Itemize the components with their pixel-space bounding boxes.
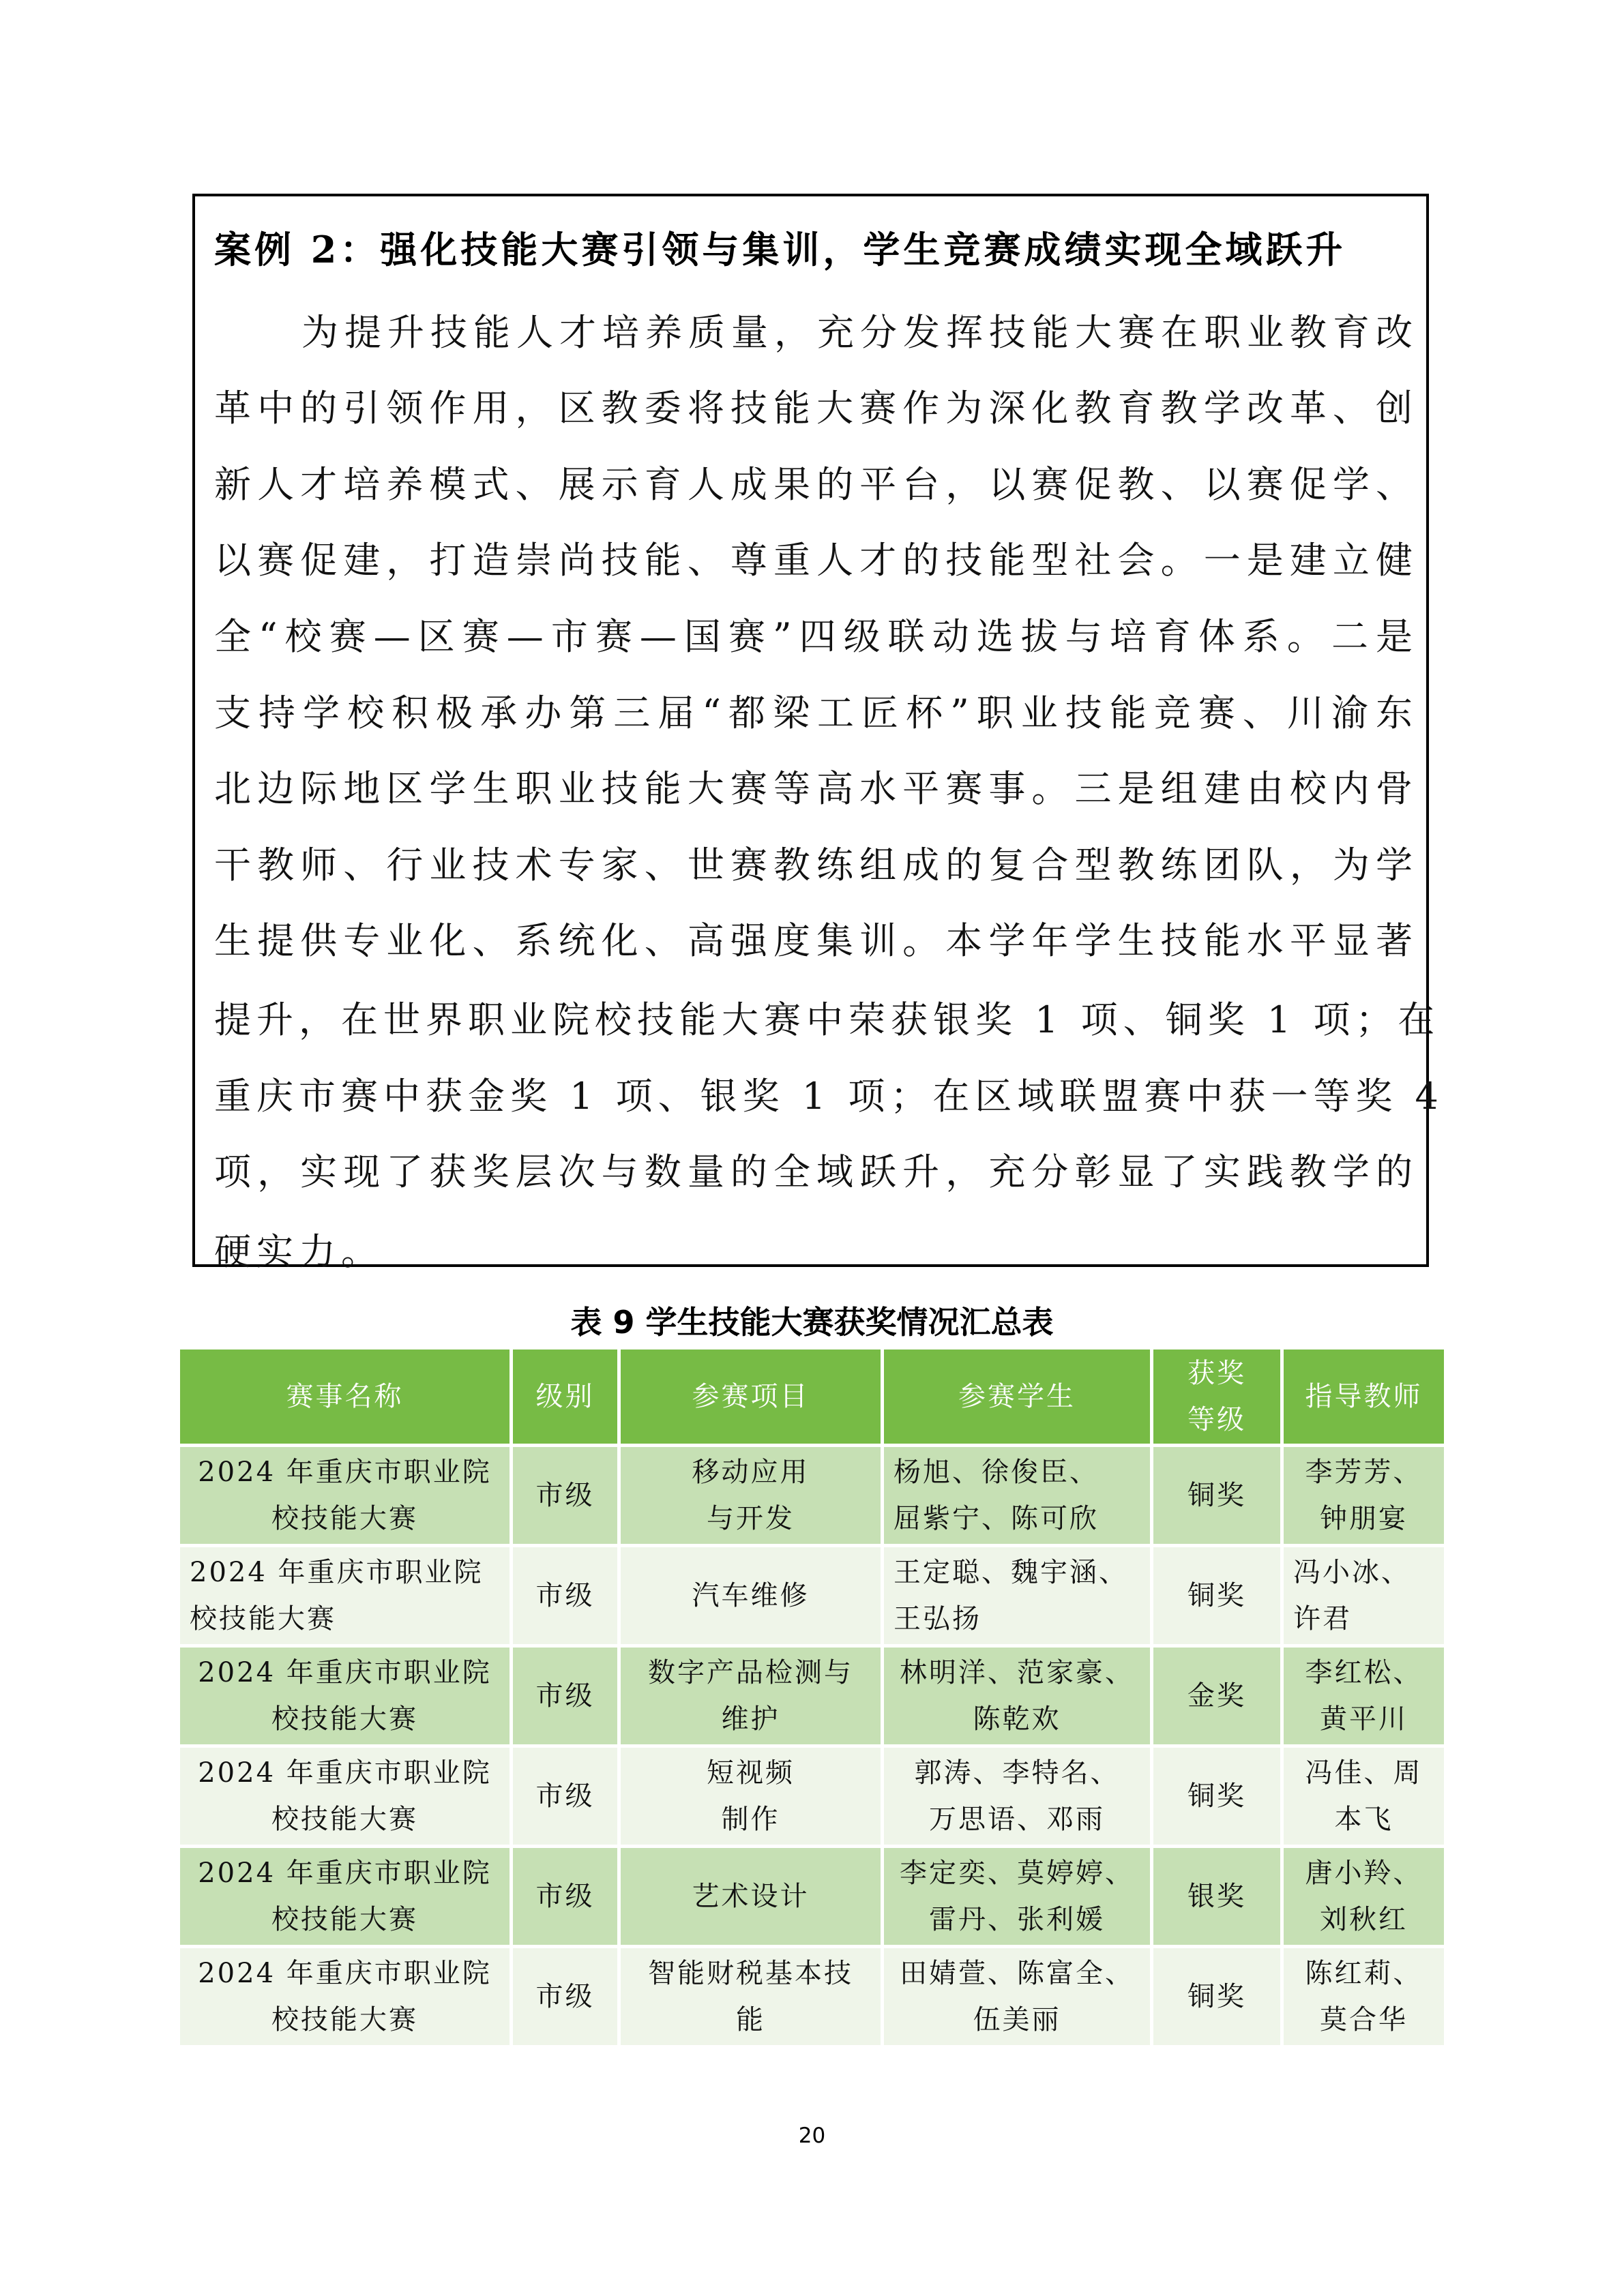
table-row [180, 1648, 1444, 1748]
cell-text: 艺术设计 [692, 1881, 810, 1912]
header-label: 等级 [1187, 1404, 1246, 1435]
cell-students [884, 1948, 1153, 2048]
table-caption: 表 9 学生技能大赛获奖情况汇总表 [570, 1304, 1054, 1341]
cell-teachers [1284, 1447, 1444, 1547]
header-level [513, 1350, 621, 1447]
header-event-name [180, 1350, 513, 1447]
cell-text: 万思语、邓雨 [929, 1804, 1105, 1835]
cell-text: 冯佳、周 [1305, 1757, 1423, 1789]
cell-text: 王定聪、魏宇涵、 [894, 1557, 1128, 1588]
cell-project [621, 1948, 884, 2048]
cell-text: 短视频 [707, 1757, 795, 1789]
cell-text: 市级 [535, 1580, 595, 1611]
cell-students [884, 1848, 1153, 1948]
cell-text: 屈紫宁、陈可欣 [894, 1503, 1099, 1534]
cell-text: 莫合华 [1320, 2004, 1408, 2036]
cell-text: 刘秋红 [1320, 1904, 1408, 1935]
cell-level [513, 1748, 621, 1848]
cell-students [884, 1748, 1153, 1848]
cell-text: 市级 [535, 1780, 595, 1812]
cell-text: 钟朋宴 [1320, 1503, 1408, 1534]
cell-level [513, 1848, 621, 1948]
cell-project [621, 1648, 884, 1748]
cell-text: 市级 [535, 1480, 595, 1511]
header-label: 参赛项目 [692, 1381, 810, 1412]
cell-text: 校技能大赛 [271, 2004, 418, 2036]
cell-event [180, 1648, 513, 1748]
cell-text: 本飞 [1334, 1804, 1393, 1835]
cell-text: 智能财税基本技 [648, 1958, 853, 1989]
cell-text: 铜奖 [1187, 1580, 1246, 1611]
cell-award [1153, 1547, 1284, 1648]
cell-text: 校技能大赛 [271, 1804, 418, 1835]
cell-teachers [1284, 1948, 1444, 2048]
cell-text: 校技能大赛 [271, 1904, 418, 1935]
header-teachers [1284, 1350, 1444, 1447]
cell-text: 林明洋、范家豪、 [900, 1657, 1134, 1688]
cell-text: 雷丹、张利媛 [929, 1904, 1105, 1935]
cell-text: 汽车维修 [692, 1580, 810, 1611]
header-label: 级别 [535, 1381, 595, 1412]
cell-text: 黄平川 [1320, 1703, 1408, 1735]
header-label: 获奖 [1187, 1358, 1246, 1389]
cell-text: 市级 [535, 1981, 595, 2012]
cell-text: 唐小羚、 [1305, 1858, 1423, 1889]
cell-text: 校技能大赛 [190, 1603, 336, 1635]
case-study-box [192, 194, 1444, 1273]
case-paragraph-line: 干教师、行业技术专家、世赛教练组成的复合型教练团队，为学 [214, 844, 1418, 886]
header-label: 参赛学生 [958, 1381, 1076, 1412]
cell-award [1153, 1748, 1284, 1848]
cell-text: 李芳芳、 [1305, 1457, 1423, 1488]
case-paragraph-line: 支持学校积极承办第三届“都梁工匠杯”职业技能竞赛、川渝东 [214, 691, 1418, 734]
table-row [180, 1948, 1444, 2048]
cell-teachers [1284, 1648, 1444, 1748]
cell-event [180, 1447, 513, 1547]
cell-text: 校技能大赛 [271, 1503, 418, 1534]
cell-text: 铜奖 [1187, 1480, 1246, 1511]
cell-text: 2024 年重庆市职业院 [198, 1457, 492, 1488]
cell-text: 李定奕、莫婷婷、 [900, 1858, 1134, 1889]
cell-text: 移动应用 [692, 1457, 810, 1488]
cell-event [180, 1848, 513, 1948]
case-paragraph-line: 提升，在世界职业院校技能大赛中荣获银奖 1 项、铜奖 1 项；在 [214, 998, 1441, 1041]
cell-students [884, 1648, 1153, 1748]
cell-award [1153, 1648, 1284, 1748]
table-row [180, 1748, 1444, 1848]
cell-text: 杨旭、徐俊臣、 [894, 1457, 1099, 1488]
header-project [621, 1350, 884, 1447]
case-paragraph-line: 新人才培养模式、展示育人成果的平台，以赛促教、以赛促学、 [214, 463, 1418, 506]
cell-award [1153, 1848, 1284, 1948]
cell-text: 李红松、 [1305, 1657, 1423, 1688]
cell-text: 校技能大赛 [271, 1703, 418, 1735]
table-row [180, 1547, 1444, 1648]
case-title: 案例 2：强化技能大赛引领与集训，学生竞赛成绩实现全域跃升 [214, 228, 1346, 271]
case-paragraph-line: 为提升技能人才培养质量，充分发挥技能大赛在职业教育改 [301, 311, 1418, 354]
case-paragraph-line: 以赛促建，打造崇尚技能、尊重人才的技能型社会。一是建立健 [214, 539, 1418, 582]
cell-text: 田婧萱、陈富全、 [900, 1958, 1134, 1989]
cell-text: 陈乾欢 [973, 1703, 1061, 1735]
cell-text: 2024 年重庆市职业院 [198, 1858, 492, 1889]
cell-event [180, 1547, 513, 1648]
cell-text: 王弘扬 [894, 1603, 981, 1635]
cell-text: 维护 [721, 1703, 780, 1735]
cell-award [1153, 1447, 1284, 1547]
cell-text: 2024 年重庆市职业院 [198, 1657, 492, 1688]
cell-text: 铜奖 [1187, 1780, 1246, 1812]
cell-teachers [1284, 1547, 1444, 1648]
cell-event [180, 1748, 513, 1848]
cell-text: 冯小冰、 [1293, 1557, 1411, 1588]
cell-text: 2024 年重庆市职业院 [190, 1557, 484, 1588]
cell-text: 制作 [721, 1804, 780, 1835]
cell-text: 与开发 [707, 1503, 795, 1534]
cell-text: 铜奖 [1187, 1981, 1246, 2012]
cell-text: 2024 年重庆市职业院 [198, 1757, 492, 1789]
cell-level [513, 1447, 621, 1547]
case-paragraph-line: 革中的引领作用，区教委将技能大赛作为深化教育教学改革、创 [214, 387, 1418, 430]
cell-project [621, 1848, 884, 1948]
header-label: 赛事名称 [286, 1381, 404, 1412]
cell-text: 伍美丽 [973, 2004, 1061, 2036]
cell-level [513, 1648, 621, 1748]
cell-teachers [1284, 1748, 1444, 1848]
cell-text: 市级 [535, 1680, 595, 1712]
cell-text: 能 [736, 2004, 765, 2036]
cell-teachers [1284, 1848, 1444, 1948]
case-paragraph-line: 全“校赛—区赛—市赛—国赛”四级联动选拔与培育体系。二是 [214, 615, 1418, 658]
case-paragraph-line: 北边际地区学生职业技能大赛等高水平赛事。三是组建由校内骨 [214, 767, 1418, 810]
case-paragraph-line: 重庆市赛中获金奖 1 项、银奖 1 项；在区域联盟赛中获一等奖 4 [214, 1075, 1444, 1118]
cell-students [884, 1447, 1153, 1547]
award-summary-table [180, 1350, 1444, 2048]
cell-project [621, 1748, 884, 1848]
cell-text: 市级 [535, 1881, 595, 1912]
cell-project [621, 1447, 884, 1547]
header-award-grade [1153, 1350, 1284, 1447]
page-number: 20 [798, 2123, 826, 2148]
cell-text: 郭涛、李特名、 [914, 1757, 1120, 1789]
cell-text: 2024 年重庆市职业院 [198, 1958, 492, 1989]
case-paragraph-line: 硬实力。 [214, 1230, 383, 1273]
cell-level [513, 1547, 621, 1648]
cell-event [180, 1948, 513, 2048]
header-label: 指导教师 [1305, 1381, 1423, 1412]
cell-text: 数字产品检测与 [648, 1657, 853, 1688]
header-students [884, 1350, 1153, 1447]
cell-text: 金奖 [1187, 1680, 1246, 1712]
table-header-row [180, 1350, 1444, 1447]
table-row [180, 1848, 1444, 1948]
cell-award [1153, 1948, 1284, 2048]
case-paragraph-line: 项，实现了获奖层次与数量的全域跃升，充分彰显了实践教学的 [214, 1150, 1418, 1193]
cell-text: 陈红莉、 [1305, 1958, 1423, 1989]
table-row [180, 1447, 1444, 1547]
case-paragraph-line: 生提供专业化、系统化、高强度集训。本学年学生技能水平显著 [214, 919, 1418, 962]
cell-students [884, 1547, 1153, 1648]
cell-level [513, 1948, 621, 2048]
cell-text: 银奖 [1187, 1881, 1246, 1912]
cell-project [621, 1547, 884, 1648]
cell-text: 许君 [1293, 1603, 1352, 1635]
